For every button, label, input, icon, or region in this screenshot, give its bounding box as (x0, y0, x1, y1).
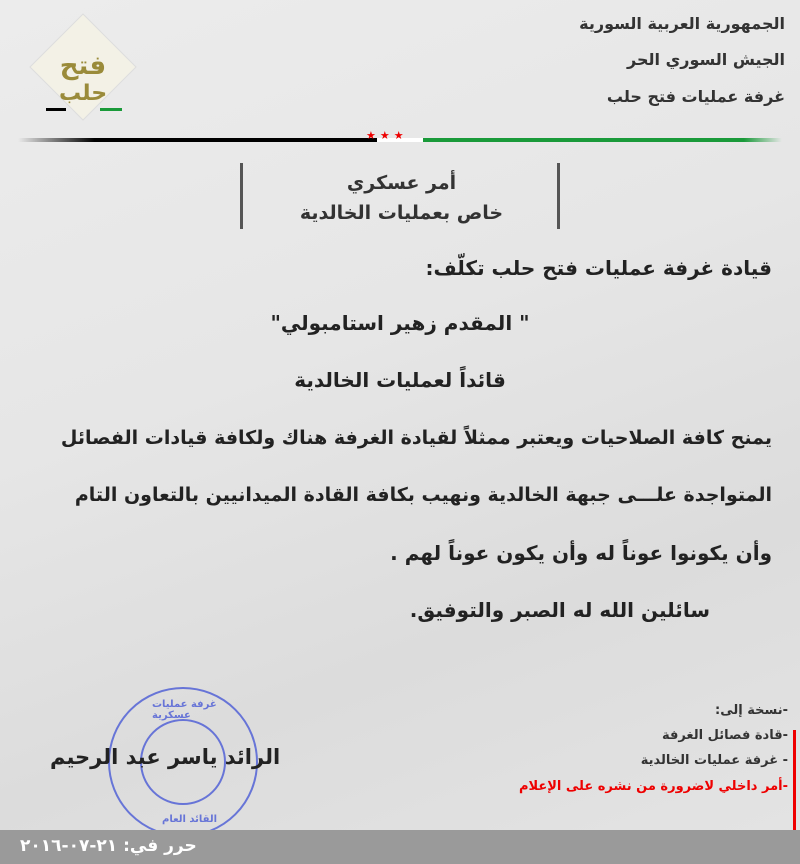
cc-item: -قادة فصائل الغرفة (661, 728, 788, 743)
body-closing: سائلين الله له الصبر والتوفيق. (409, 598, 710, 622)
body-paragraph-line: المتواجدة علـــى جبهة الخالدية ونهيب بكافة القادة الميدانيين بالتعاون التام (74, 484, 772, 506)
flag-stars-icon: ★★★ (366, 129, 408, 142)
body-paragraph-line: يمنح كافة الصلاحيات ويعتبر ممثلاً لقيادة الغرفة هناك ولكافة قيادات الفصائل (60, 427, 772, 449)
stamp-top-text: غرفة عمليات عسكرية (152, 699, 217, 721)
body-appointee: " المقدم زهير استامبولي" (270, 311, 530, 335)
fatah-halab-logo (28, 12, 138, 122)
signature-name: الرائد ياسر عبد الرحيم (50, 745, 281, 769)
body-paragraph-line: وأن يكونوا عوناً له وأن يكون عوناً لهم . (390, 541, 772, 565)
issue-date: حرر في: ٢١-٠٧-٢٠١٦ (20, 836, 197, 856)
header-army: الجيش السوري الحر (627, 50, 785, 69)
header-operations-room: غرفة عمليات فتح حلب (606, 87, 785, 106)
body-position: قائداً لعمليات الخالدية (294, 368, 506, 392)
footer-bar (0, 830, 800, 864)
cc-internal-note: -أمر داخلي لاضرورة من نشره على الإعلام (518, 779, 788, 794)
stamp-bottom-text: القائد العام (162, 814, 218, 825)
document-subtitle: خاص بعمليات الخالدية (299, 202, 504, 224)
cc-heading: -نسخة إلى: (715, 703, 788, 718)
header-republic: الجمهورية العربية السورية (579, 14, 785, 33)
cc-item: - غرفة عمليات الخالدية (640, 753, 788, 768)
document-title: أمر عسكري (346, 172, 457, 194)
body-intro: قيادة غرفة عمليات فتح حلب تكلّف: (425, 256, 772, 280)
red-accent-bar (793, 730, 796, 830)
svg-text:حلب: حلب (58, 81, 108, 106)
svg-text:فتح: فتح (59, 51, 107, 81)
